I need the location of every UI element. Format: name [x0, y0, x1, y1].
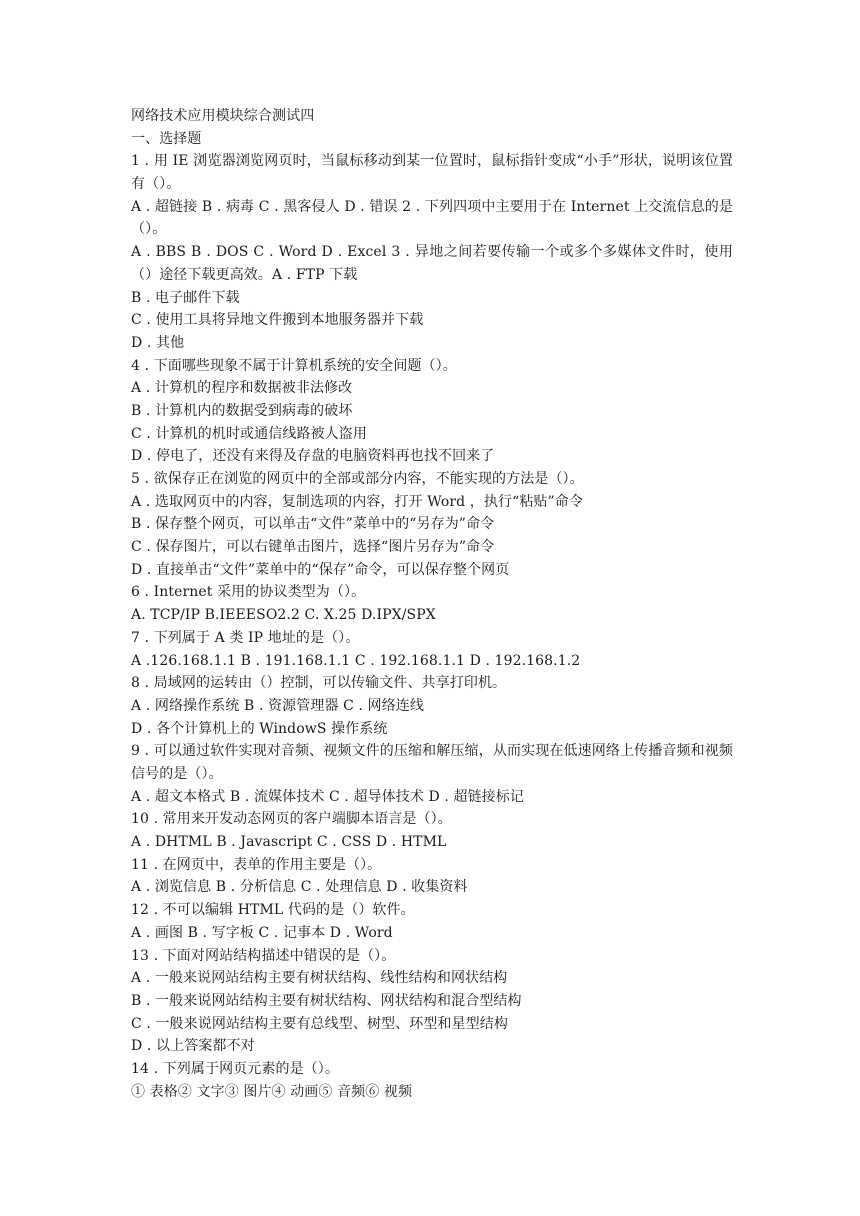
text-line: 5 . 欲保存正在浏览的网页中的全部或部分内容，不能实现的方法是（）。 [131, 471, 584, 488]
question-list [131, 150, 733, 1103]
text-line: D . 其他 [131, 334, 185, 351]
text-line: D . 以上答案都不对 [131, 1038, 255, 1055]
text-line: 6 . Internet 采用的协议类型为（）。 [131, 584, 366, 601]
text-line: A . 画图 B . 写字板 C . 记事本 D . Word [131, 924, 393, 941]
document-body [131, 105, 733, 1103]
text-line: C . 使用工具将异地文件搬到本地服务器并下载 [131, 312, 424, 329]
text-line: A . 网络操作系统 B . 资源管理器 C . 网络连线 [131, 697, 424, 714]
text-line: D . 直接单击“文件”菜单中的“保存”命令，可以保存整个网页 [131, 561, 510, 578]
text-line: A . 浏览信息 B . 分析信息 C . 处理信息 D . 收集资料 [131, 879, 468, 896]
text-line: A . DHTML B . Javascript C . CSS D . HTML [131, 834, 447, 851]
text-line: C . 计算机的机时或通信线路被人盗用 [131, 425, 367, 442]
text-line: A . 计算机的程序和数据被非法修改 [131, 380, 353, 397]
text-line: D . 停电了，还没有来得及存盘的电脑资料再也找不回来了 [131, 448, 495, 465]
text-line: B . 计算机内的数据受到病毒的破坏 [131, 402, 353, 419]
text-line: 4 . 下面哪些现象不属于计算机系统的安全间题（）。 [131, 357, 457, 374]
text-line: 14 . 下列属于网页元素的是（）。 [131, 1060, 339, 1077]
text-line: B . 保存整个网页，可以单击“文件”菜单中的“另存为”命令 [131, 516, 495, 533]
text-line: A . BBS B . DOS C . Word D . Excel 3 . 异地之间若要传输一个或多个多媒体文件时，使用（）途径下载更高效。A . FTP 下载 [131, 244, 733, 283]
text-line: A . 超文本格式 B . 流媒体技术 C . 超导体技术 D . 超链接标记 [131, 788, 524, 805]
text-line: ① 表格② 文字③ 图片④ 动画⑤ 音频⑥ 视频 [131, 1083, 413, 1100]
text-line: 1 . 用 IE 浏览器浏览网页时，当鼠标移动到某一位置时，鼠标指针变成“小手”形状，说明该位置有（）。 [131, 153, 733, 193]
text-line: 13 . 下面对网站结构描述中错误的是（）。 [131, 947, 396, 964]
text-line: 11 . 在网页中，表单的作用主要是（）。 [131, 856, 382, 873]
text-line: B . 一般来说网站结构主要有树状结构、网状结构和混合型结构 [131, 992, 522, 1009]
text-line: C . 保存图片，可以右键单击图片，选择“图片另存为”命令 [131, 539, 495, 556]
text-line: A. TCP/IP B.IEEESO2.2 C. X.25 D.IPX/SPX [131, 607, 436, 624]
text-line: A . 超链接 B . 病毒 C . 黑客侵人 D . 错误 2 . 下列四项中主要用于在 Internet 上交流信息的是（）。 [131, 198, 733, 238]
text-line: 7 . 下列属于 A 类 IP 地址的是（）。 [131, 629, 360, 646]
document-title: 网络技术应用模块综合测试四 [131, 108, 315, 124]
text-line: A . 一般来说网站结构主要有树状结构、线性结构和网状结构 [131, 970, 508, 987]
text-line: 12 . 不可以编辑 HTML 代码的是（）软件。 [131, 902, 415, 919]
text-line: C . 一般来说网站结构主要有总线型、树型、环型和星型结构 [131, 1015, 508, 1032]
text-line: A .126.168.1.1 B . 191.168.1.1 C . 192.168.1.1 D . 192.168.1.2 [131, 652, 581, 669]
section-heading: 一、选择题 [131, 130, 202, 147]
text-line: B . 电子邮件下载 [131, 289, 240, 306]
text-line: D . 各个计算机上的 WindowS 操作系统 [131, 720, 388, 737]
text-line: 9 . 可以通过软件实现对音频、视频文件的压缩和解压缩，从而实现在低速网络上传播音频和视频信号的是（）。 [131, 743, 733, 782]
text-line: 8 . 局域网的运转由（）控制，可以传输文件、共享打印机。 [131, 675, 507, 692]
text-line: A . 选取网页中的内容，复制选项的内容，打开 Word ，执行“粘贴”命令 [131, 493, 583, 510]
text-line: 10 . 常用来开发动态网页的客户端脚本语言是（）。 [131, 811, 452, 828]
